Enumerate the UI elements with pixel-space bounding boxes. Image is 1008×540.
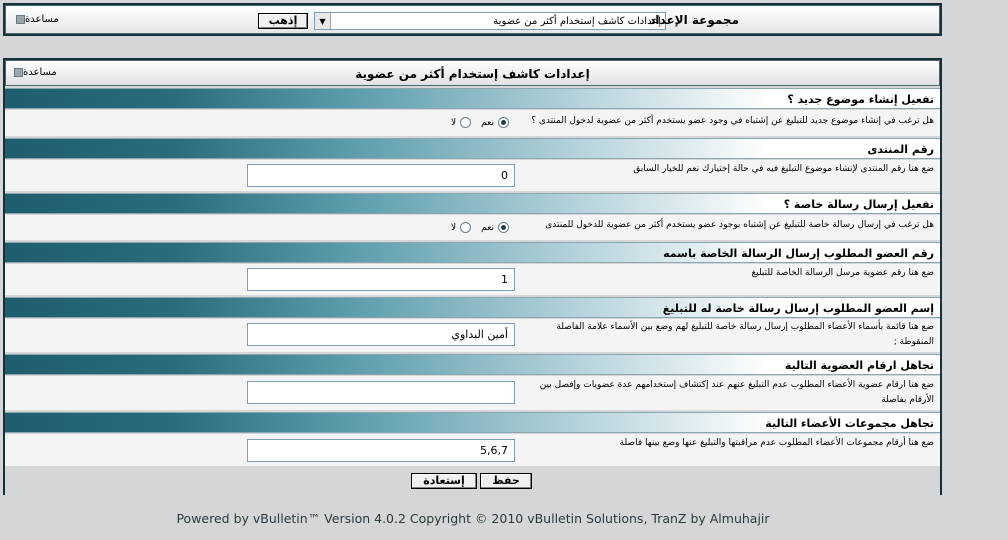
settings-panel-inner — [5, 60, 940, 493]
setting-row-recipients — [5, 319, 940, 352]
group-help-link[interactable] — [14, 14, 59, 25]
settings-group-selected: إعدادات كاشف إستخدام أكثر من عضوية — [493, 15, 661, 27]
section-heading-recipients — [5, 297, 940, 318]
setting-row-new-thread — [5, 110, 940, 136]
setting-description: ضع هنا قائمة بأسماء الأعضاء المطلوب إرسال رسالة خاصة للتبليغ لهم وضع بين الأسماء علامة الفاصلة المنقوطة ; — [556, 322, 934, 347]
setting-description: ضع هنا رقم عضوية مرسل الرسالة الخاصة للتبليغ — [751, 268, 934, 278]
setting-description: ضع هنا أرقام مجموعات الأعضاء المطلوب عدم مراقبتها والتبليغ عنها وضع بينها فاصلة — [619, 438, 934, 448]
save-button[interactable]: حفظ — [480, 473, 532, 489]
reset-button[interactable]: إستعادة — [411, 473, 477, 489]
section-heading-text: رقم العضو المطلوب إرسال الرسالة الخاصة باسمه — [663, 247, 934, 260]
help-icon — [16, 15, 25, 24]
section-heading-text: رقم المنتدى — [867, 143, 934, 156]
new-thread-yes-radio[interactable] — [498, 117, 509, 128]
panel-title: إعدادات كاشف إستخدام أكثر من عضوية — [355, 67, 590, 81]
section-heading-text: إسم العضو المطلوب إرسال رسالة خاصة له للتبليغ — [662, 302, 934, 315]
setting-description: هل ترغب في إنشاء موضوع جديد للتبليغ عن إشتباه في وجود عضو يستخدم أكثر من عضوية لدخول المنتدى ؟ — [531, 116, 934, 126]
radio-no-label: لا — [451, 117, 457, 128]
right-gutter — [945, 0, 1008, 540]
section-heading-text: تفعيل إرسال رسالة خاصة ؟ — [783, 198, 934, 211]
radio-no-label: لا — [451, 222, 457, 233]
setting-description: ضع هنا رقم المنتدى لإنشاء موضوع التبليغ فيه في حالة إختيارك نعم للخيار السابق — [633, 164, 934, 174]
section-heading-text: تجاهل مجموعات الأعضاء التالية — [765, 417, 934, 430]
chevron-down-icon[interactable]: ▼ — [315, 13, 331, 29]
section-heading-send-pm — [5, 193, 940, 214]
new-thread-no-radio[interactable] — [460, 117, 471, 128]
send-pm-no-radio[interactable] — [460, 222, 471, 233]
section-heading-ignore-groups — [5, 412, 940, 433]
ignore-groups-input[interactable]: 5,6,7 — [247, 439, 515, 462]
radio-yes-label: نعم — [481, 117, 494, 128]
new-thread-radio-group — [451, 117, 509, 128]
setting-row-sender-id — [5, 264, 940, 295]
recipients-input[interactable]: أمين البداوي — [247, 323, 515, 346]
ignore-ids-input[interactable] — [247, 381, 515, 404]
copyright-footer: Powered by vBulletin™ Version 4.0.2 Copyright © 2010 vBulletin Solutions, TranZ by Almuhajir — [176, 511, 770, 526]
go-button[interactable]: إذهب — [258, 13, 308, 29]
setting-row-send-pm — [5, 215, 940, 240]
setting-row-forum-id — [5, 160, 940, 191]
panel-title-bar — [5, 60, 940, 86]
setting-row-ignore-groups — [5, 434, 940, 466]
section-heading-sender-id — [5, 242, 940, 263]
radio-yes-label: نعم — [481, 222, 494, 233]
form-buttons-bar — [5, 470, 940, 495]
settings-group-select[interactable] — [314, 12, 666, 30]
section-heading-ignore-ids — [5, 354, 940, 375]
settings-panel — [3, 58, 942, 495]
settings-group-label: مجموعة الإعداد — [649, 13, 739, 27]
setting-row-ignore-ids — [5, 376, 940, 410]
sender-id-input[interactable]: 1 — [247, 268, 515, 291]
send-pm-yes-radio[interactable] — [498, 222, 509, 233]
settings-group-bar — [3, 3, 942, 36]
setting-description: ضع هنا ارقام عضوية الأعضاء المطلوب عدم التبليغ عنهم عند إكتشاف إستخدامهم عدة عضويات وإفصل بين الأرقام بفاصلة — [539, 380, 934, 405]
send-pm-radio-group — [451, 222, 509, 233]
section-heading-text: تفعيل إنشاء موضوع جديد ؟ — [787, 93, 934, 106]
setting-description: هل ترغب في إرسال رسالة خاصة للتبليغ عن إشتباه بوجود عضو يستخدم أكثر من عضوية للدخول للمنتدى — [545, 220, 934, 230]
section-heading-text: تجاهل ارقام العضوية التالية — [784, 359, 934, 372]
panel-help-label: مساعدة — [23, 67, 57, 78]
settings-group-bar-inner — [5, 5, 940, 34]
forum-id-input[interactable]: 0 — [247, 164, 515, 187]
group-help-label: مساعدة — [25, 14, 59, 25]
section-heading-forum-id — [5, 138, 940, 159]
section-heading-new-thread — [5, 88, 940, 109]
